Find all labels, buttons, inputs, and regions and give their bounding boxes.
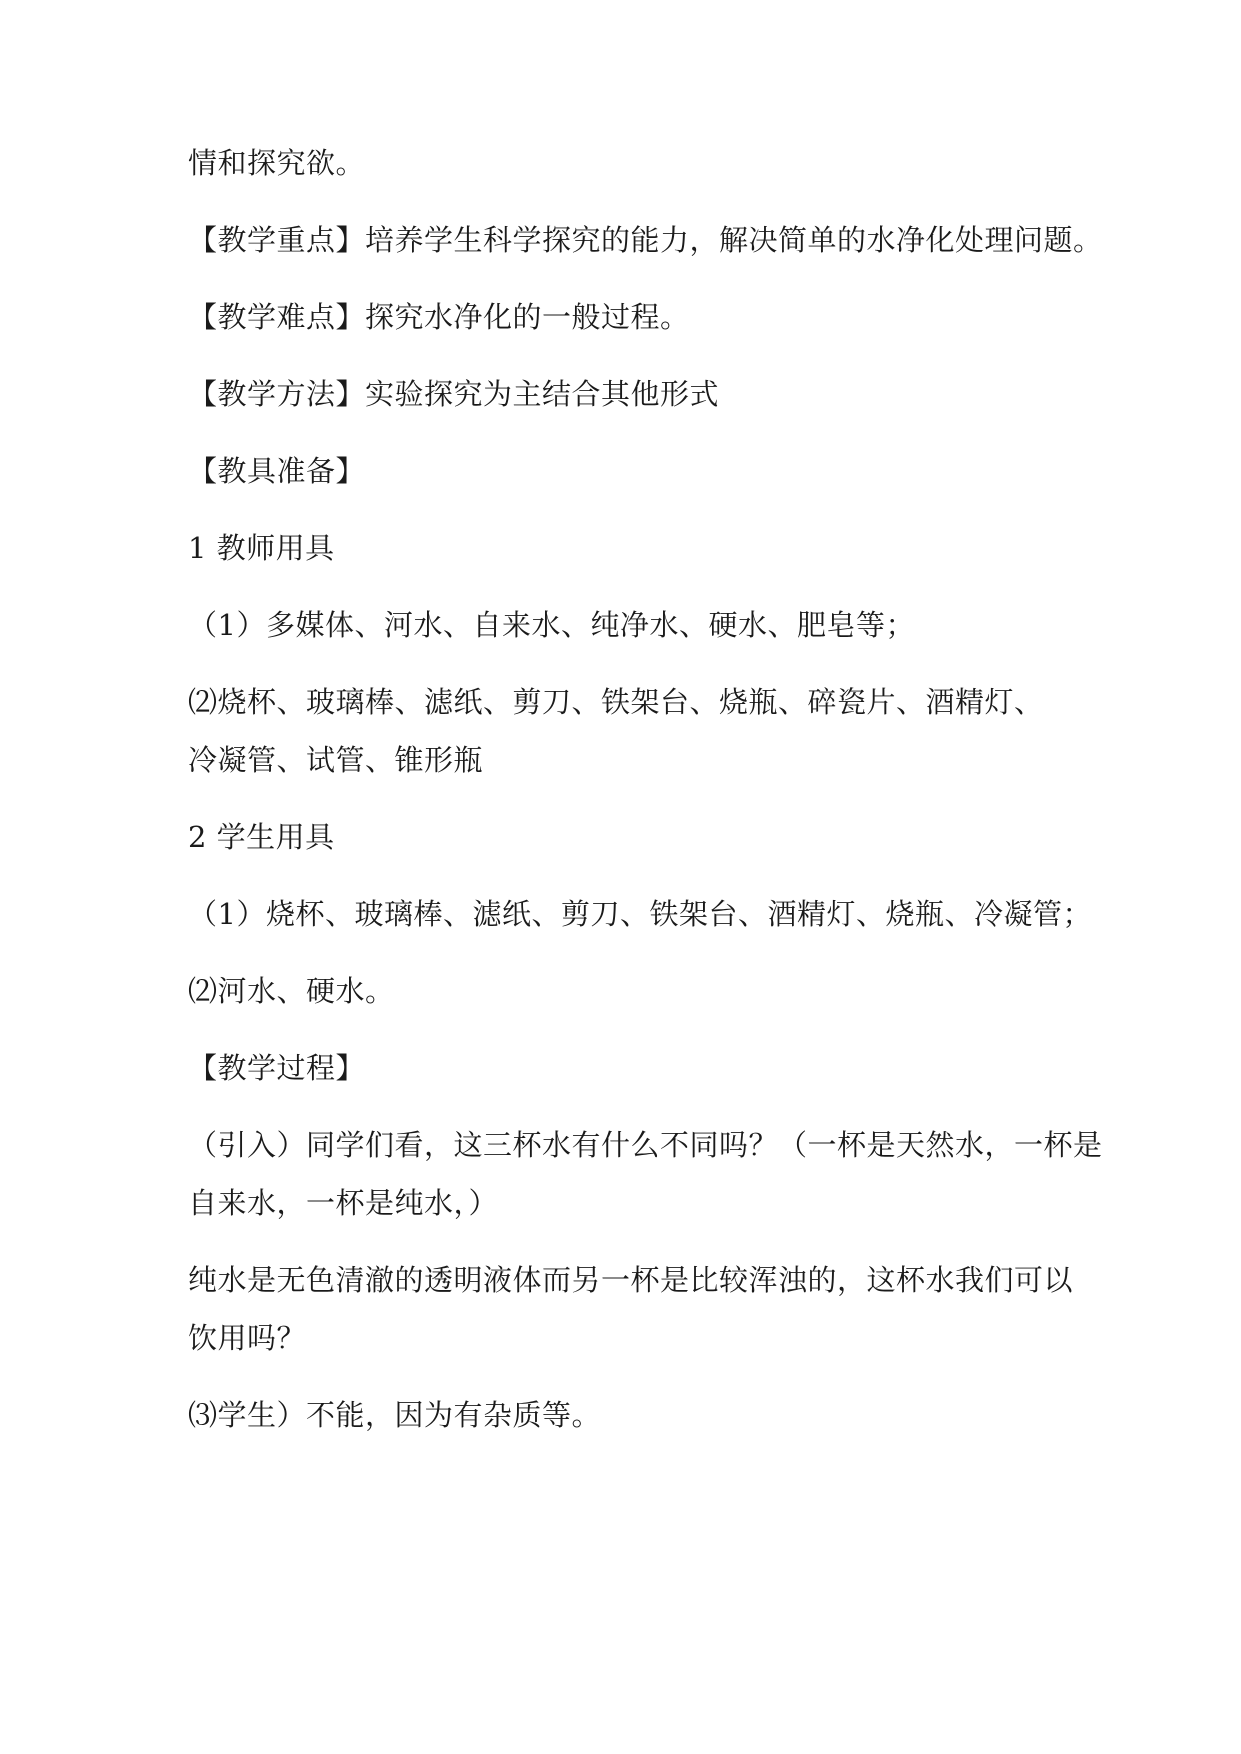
text-line-16: 纯水是无色清澈的透明液体而另一杯是比较浑浊的，这杯水我们可以 [188, 1263, 1074, 1297]
text-line-17: 饮用吗？ [188, 1321, 307, 1355]
text-line-1: 情和探究欲。 [188, 146, 366, 180]
text-line-14: （引入）同学们看，这三杯水有什么不同吗？（一杯是天然水，一杯是 [188, 1128, 1103, 1162]
text-line-7: （1）多媒体、河水、自来水、纯净水、硬水、肥皂等； [188, 608, 915, 642]
text-line-6: 1 教师用具 [188, 531, 335, 565]
text-line-12: ⑵河水、硬水。 [188, 974, 395, 1008]
text-line-5: 【教具准备】 [188, 454, 366, 488]
text-line-8: ⑵烧杯、玻璃棒、滤纸、剪刀、铁架台、烧瓶、碎瓷片、酒精灯、 [188, 685, 1044, 719]
text-line-9: 冷凝管、试管、锥形瓶 [188, 743, 484, 777]
text-line-11: （1）烧杯、玻璃棒、滤纸、剪刀、铁架台、酒精灯、烧瓶、冷凝管； [188, 897, 1092, 931]
text-line-4: 【教学方法】实验探究为主结合其他形式 [188, 377, 720, 411]
text-line-15: 自来水，一杯是纯水，） [188, 1186, 499, 1220]
text-line-3: 【教学难点】探究水净化的一般过程。 [188, 300, 690, 334]
text-line-10: 2 学生用具 [188, 820, 335, 854]
text-line-13: 【教学过程】 [188, 1051, 366, 1085]
text-line-18: ⑶学生）不能，因为有杂质等。 [188, 1398, 602, 1432]
text-line-2: 【教学重点】培养学生科学探究的能力，解决简单的水净化处理问题。 [188, 223, 1103, 257]
